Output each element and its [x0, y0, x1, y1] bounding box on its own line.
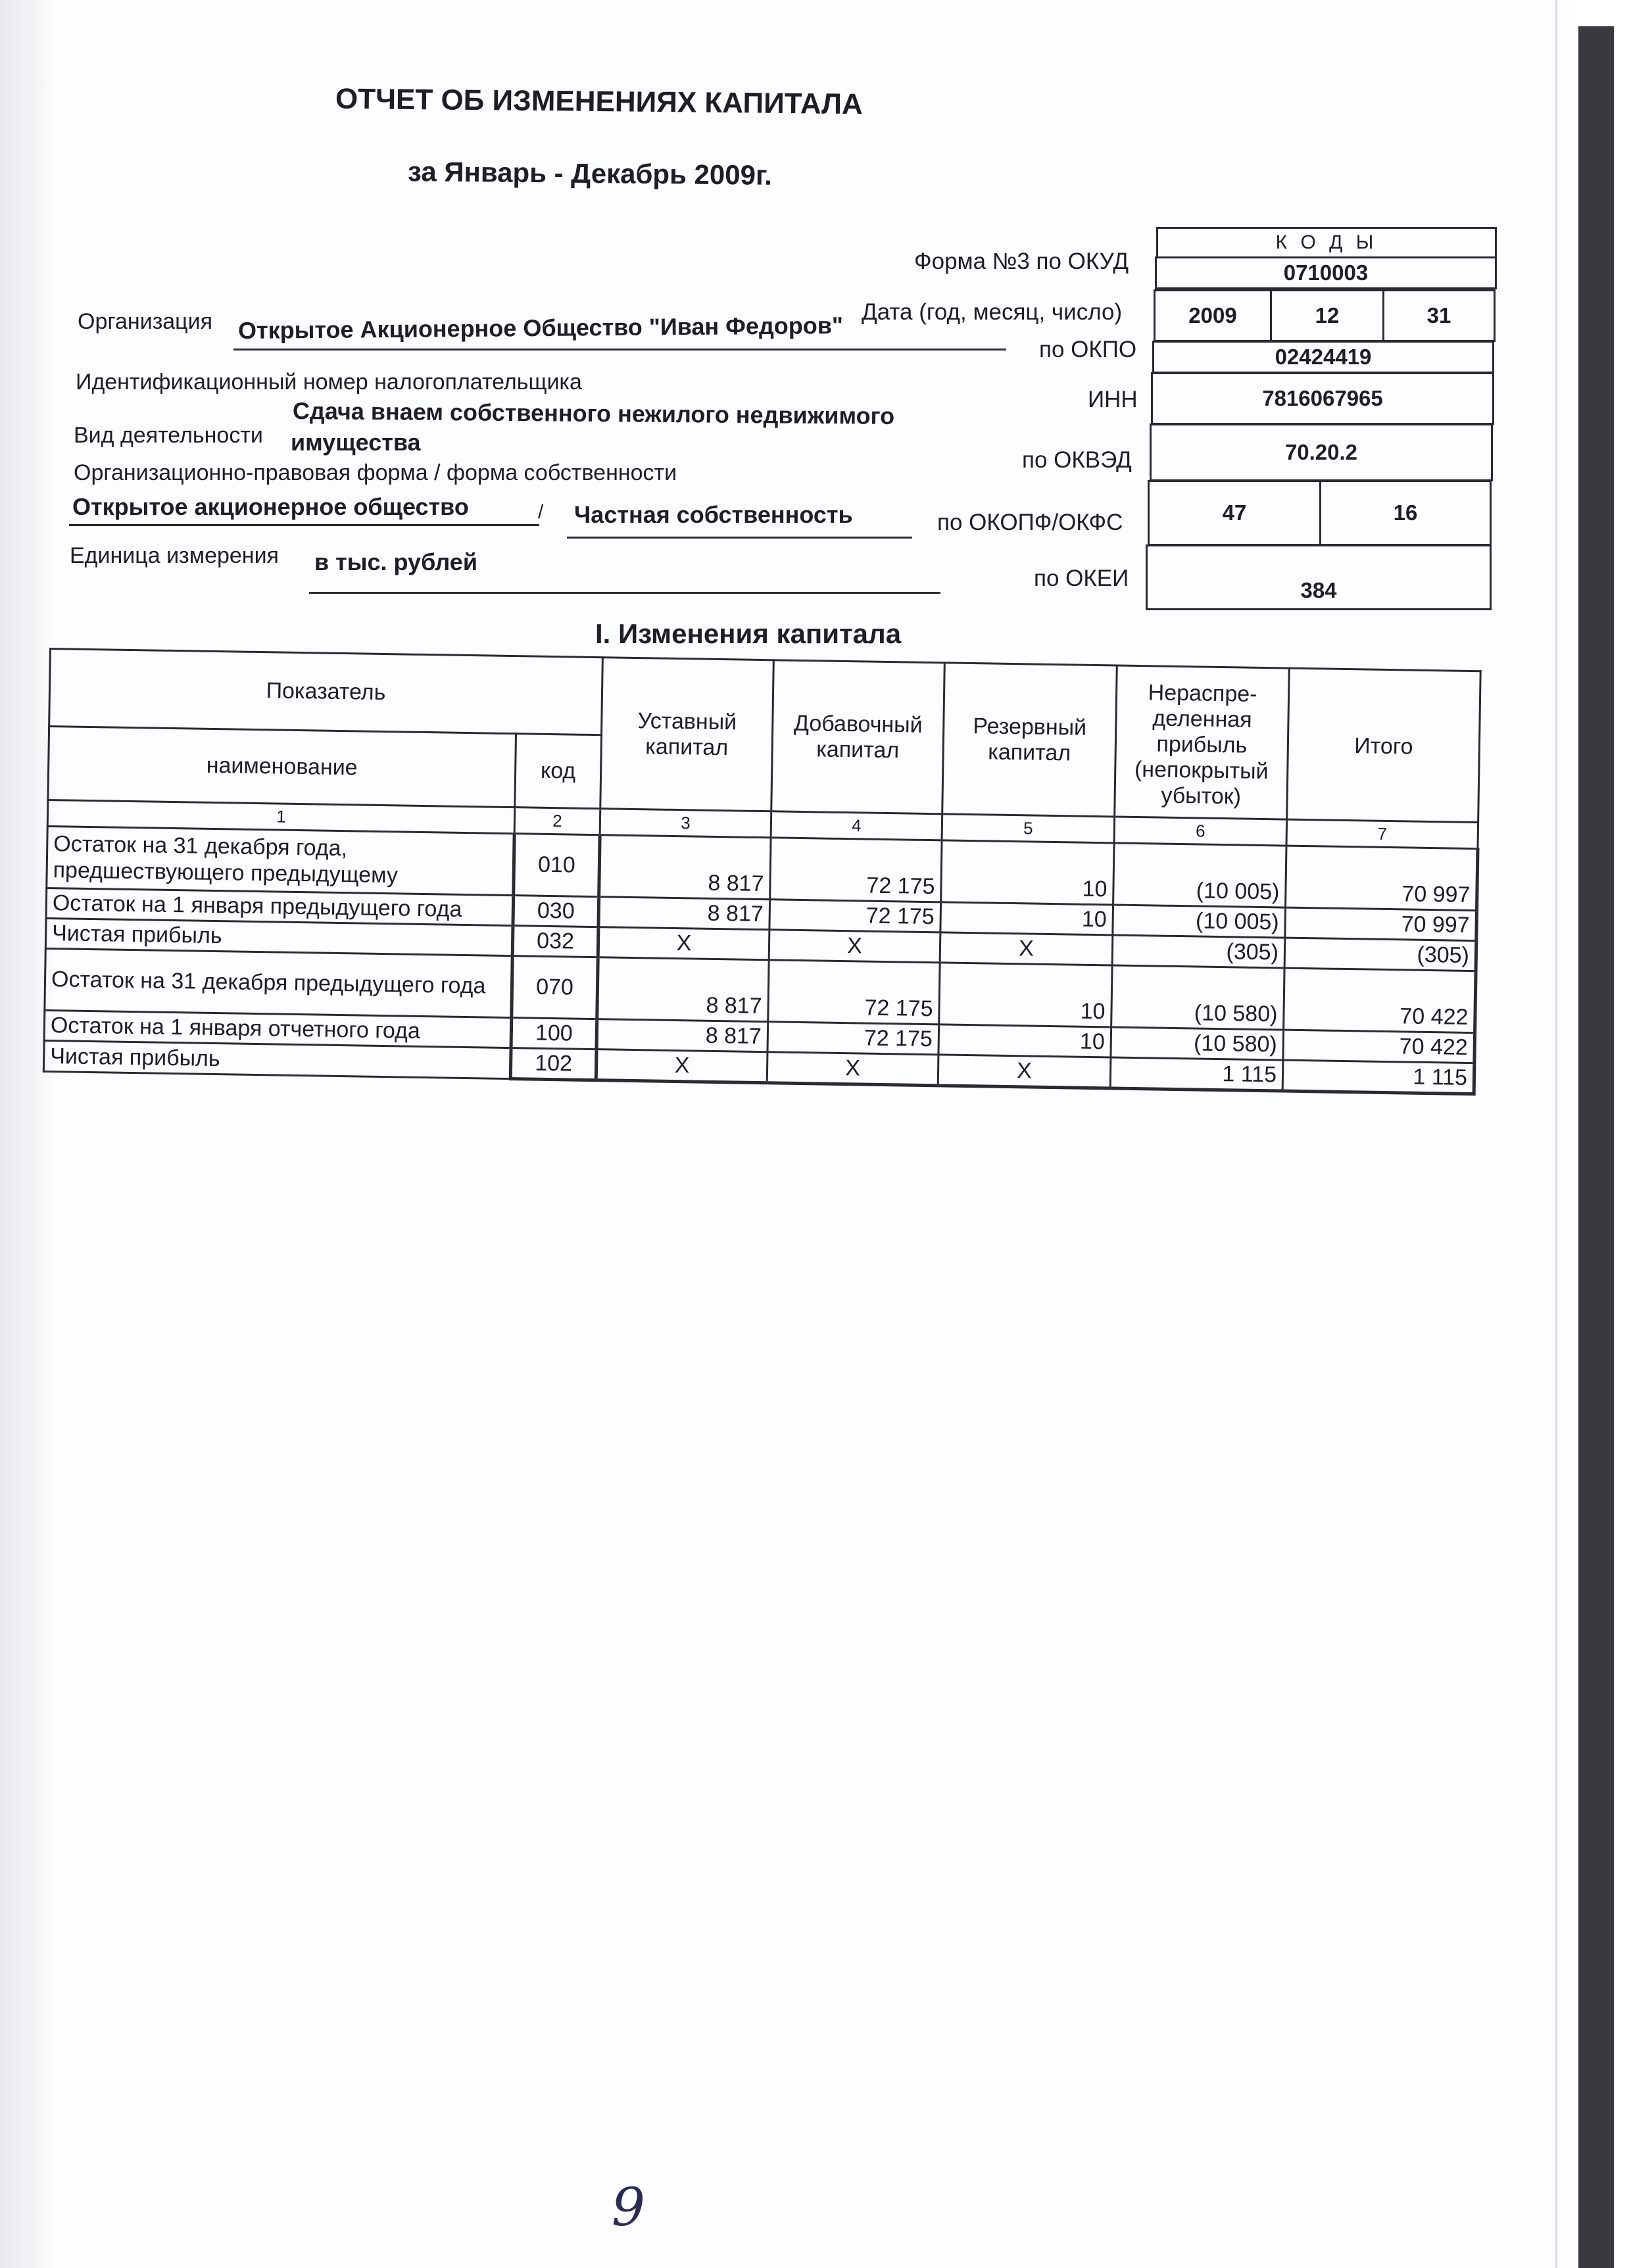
activity-line-2: имущества [291, 429, 421, 456]
col-number-5: 5 [942, 814, 1115, 843]
col-number-7: 7 [1286, 819, 1478, 849]
row-reserve: 10 [938, 1025, 1111, 1057]
report-title: ОТЧЕТ ОБ ИЗМЕНЕНИЯХ КАПИТАЛА [335, 82, 864, 121]
report-period: за Январь - Декабрь 2009г. [407, 156, 773, 191]
okved-label: по ОКВЭД [1022, 447, 1132, 473]
row-retained: (10 580) [1111, 965, 1284, 1030]
unit-value: в тыс. рублей [314, 548, 477, 575]
row-reserve: X [938, 1055, 1111, 1088]
row-name: Остаток на 31 декабря года, предшествующего предыдущему [47, 826, 514, 895]
ownership-underline [567, 537, 912, 539]
row-code: 032 [512, 926, 598, 957]
row-code: 070 [512, 956, 598, 1019]
col-number-6: 6 [1114, 817, 1287, 846]
row-reserve: X [940, 932, 1113, 965]
row-additional: X [767, 1052, 938, 1086]
page-number: 9 [612, 2177, 645, 2238]
okopf-label: по ОКОПФ/ОКФС [937, 510, 1123, 535]
row-code: 100 [511, 1018, 597, 1050]
row-name: Остаток на 1 января отчетного года [44, 1010, 512, 1048]
unit-underline [309, 592, 940, 594]
row-code: 030 [513, 896, 599, 927]
row-total: 1 115 [1282, 1060, 1474, 1094]
row-total: 70 997 [1285, 907, 1477, 941]
section-title: I. Изменения капитала [595, 618, 902, 649]
legal-form-label: Организационно-правовая форма / форма собственности [74, 460, 677, 485]
row-retained: (10 005) [1113, 905, 1286, 938]
date-year: 2009 [1154, 289, 1272, 342]
okopf-value: 47 [1148, 480, 1321, 546]
okei-label: по ОКЕИ [1034, 566, 1129, 591]
row-charter: 8 817 [598, 897, 770, 930]
date-day: 31 [1382, 289, 1496, 342]
legal-form-underline [69, 524, 539, 526]
row-additional: 72 175 [768, 960, 940, 1025]
col-number-4: 4 [771, 811, 942, 840]
row-name: Чистая прибыль [45, 918, 513, 955]
row-charter: X [598, 927, 769, 960]
capital-changes-table [43, 648, 1482, 1096]
row-retained: 1 115 [1110, 1057, 1283, 1091]
header-reserve-capital: Резервный капитал [942, 663, 1117, 817]
row-name: Остаток на 1 января предыдущего года [46, 888, 514, 925]
org-name: Открытое Акционерное Общество "Иван Федоров" [237, 311, 844, 345]
row-total: 70 997 [1286, 846, 1478, 911]
row-retained: (10 005) [1113, 843, 1286, 907]
okei-value: 384 [1146, 544, 1492, 610]
row-name: Чистая прибыль [43, 1040, 511, 1078]
codes-caption: К О Д Ы [1156, 227, 1497, 258]
row-charter: X [596, 1050, 767, 1083]
taxpayer-label: Идентификационный номер налогоплательщика [76, 370, 582, 395]
row-total: 70 422 [1283, 1030, 1475, 1063]
row-additional: X [769, 930, 940, 963]
header-name: наименование [48, 727, 516, 808]
row-additional: 72 175 [769, 900, 941, 932]
legal-form-value: Открытое акционерное общество [72, 493, 469, 520]
ownership-value: Частная собственность [574, 501, 853, 528]
unit-label: Единица измерения [70, 543, 279, 568]
row-charter: 8 817 [597, 957, 769, 1022]
row-name: Остаток на 31 декабря предыдущего года [45, 948, 512, 1017]
separator-slash: / [538, 501, 544, 523]
okved-value: 70.20.2 [1150, 423, 1493, 481]
okfs-value: 16 [1319, 480, 1492, 546]
row-total: 70 422 [1284, 968, 1476, 1033]
col-number-3: 3 [600, 809, 771, 838]
header-charter-capital: Уставный капитал [600, 658, 774, 811]
date-month: 12 [1270, 289, 1384, 342]
row-charter: 8 817 [596, 1019, 768, 1052]
row-reserve: 10 [940, 902, 1113, 935]
row-retained: (10 580) [1111, 1027, 1284, 1060]
okpo-value: 02424419 [1152, 341, 1494, 374]
row-code: 102 [510, 1048, 596, 1080]
col-number-2: 2 [514, 808, 600, 835]
row-additional: 72 175 [770, 838, 942, 902]
org-label: Организация [78, 309, 213, 334]
activity-label: Вид деятельности [74, 423, 263, 448]
header-additional-capital: Добавочный капитал [771, 660, 945, 814]
okpo-label: по ОКПО [1039, 337, 1137, 362]
okud-label: Форма №3 по ОКУД [914, 249, 1129, 274]
row-reserve: 10 [939, 963, 1112, 1027]
header-retained-earnings: Нераспре-деленная прибыль (непокрытый убыток) [1115, 665, 1290, 819]
row-code: 010 [514, 834, 600, 897]
header-total: Итого [1287, 668, 1481, 823]
row-additional: 72 175 [767, 1022, 939, 1055]
header-code: код [515, 734, 602, 809]
inn-value: 7816067965 [1151, 372, 1494, 425]
activity-line-1: Сдача внаем собственного нежилого недвижимого [292, 397, 895, 429]
row-retained: (305) [1112, 935, 1285, 968]
inn-label: ИНН [1088, 387, 1138, 412]
row-charter: 8 817 [599, 835, 771, 900]
header-indicator: Показатель [49, 649, 603, 735]
row-reserve: 10 [941, 840, 1114, 905]
okud-value: 0710003 [1155, 256, 1497, 289]
col-number-1: 1 [47, 800, 515, 833]
org-underline [233, 349, 1006, 350]
date-label: Дата (год, месяц, число) [862, 299, 1123, 325]
row-total: (305) [1284, 938, 1476, 971]
